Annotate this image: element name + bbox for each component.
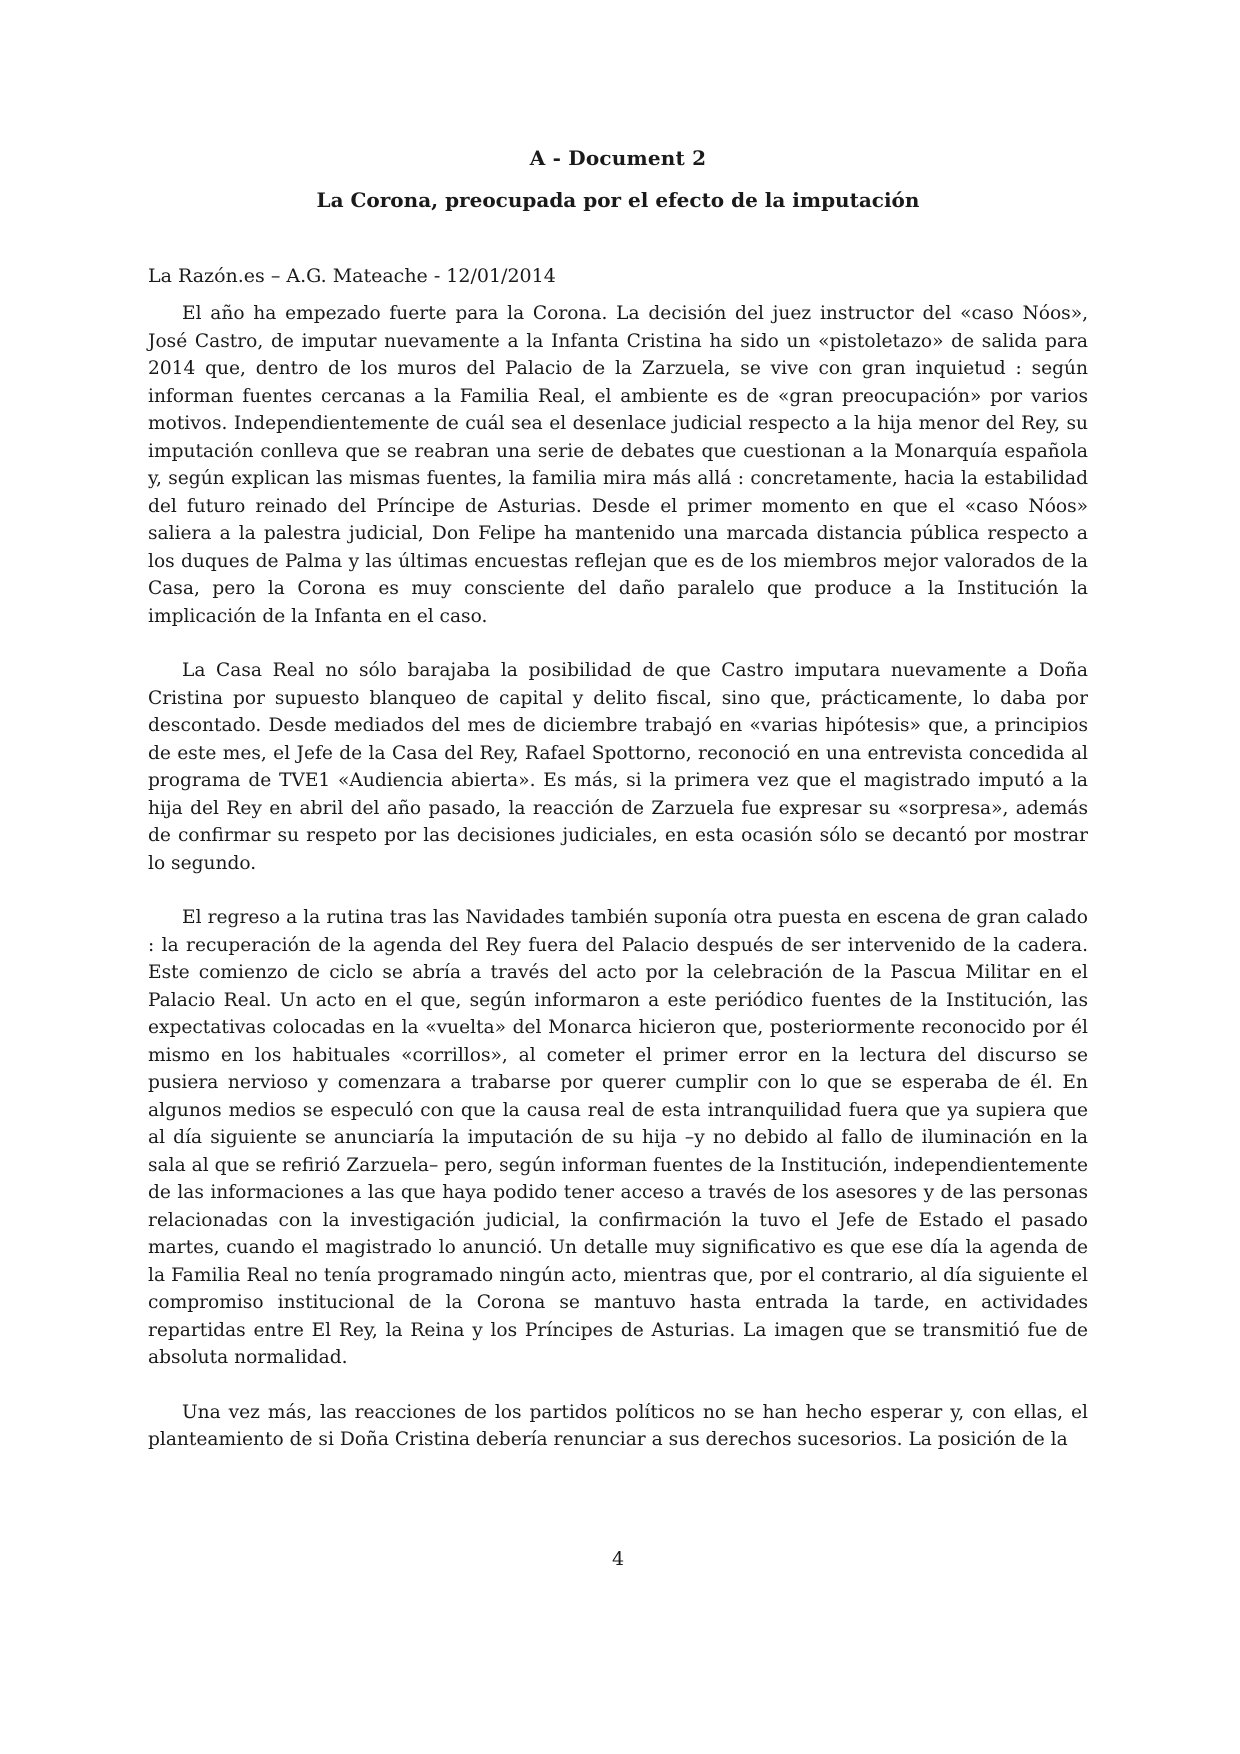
page-number: 4 bbox=[611, 1548, 625, 1570]
paragraph-1: El año ha empezado fuerte para la Corona. La decisión del juez instructor del «caso Nóos», José Castro, de imputar nuevamente a la Infanta Cristina ha sido un «pistoletazo» de salida para 2014 que, dentro de los muros del Palacio de la Zarzuela, se vive con gran inquietud : según informan fuentes cercanas a la Familia Real, el ambiente es de «gran preocupación» por varios motivos. Independientemente de cuál sea el desenlace judicial respecto a la hija menor del Rey, su imputación conlleva que se reabran una serie de debates que cuestionan a la Monarquía española y, según explican las mismas fuentes, la familia mira más allá : concretamente, hacia la estabilidad del futuro reinado del Príncipe de Asturias. Desde el primer momento en que el «caso Nóos» saliera a la palestra judicial, Don Felipe ha mantenido una marcada distancia pública respecto a los duques de Palma y las últimas encuestas reflejan que es de los miembros mejor valorados de la Casa, pero la Corona es muy consciente del daño paralelo que produce a la Institución la implicación de la Infanta en el caso. bbox=[148, 303, 1088, 627]
paragraph-4: Una vez más, las reacciones de los partidos políticos no se han hecho esperar y, con ellas, el planteamiento de si Doña Cristina debería renunciar a sus derechos sucesorios. La posición de la bbox=[148, 1401, 1088, 1450]
document-page bbox=[148, 0, 1088, 1754]
byline: La Razón.es – A.G. Mateache - 12/01/2014 bbox=[148, 265, 556, 287]
document-label: A - Document 2 bbox=[529, 146, 707, 170]
paragraph-3: El regreso a la rutina tras las Navidades también suponía otra puesta en escena de gran calado : la recuperación de la agenda del Rey fuera del Palacio después de ser intervenido de la cadera. Este comienzo de ciclo se abría a través del acto por la celebración de la Pascua Militar en el Palacio Real. Un acto en el que, según informaron a este periódico fuentes de la Institución, las expectativas colocadas en la «vuelta» del Monarca hicieron que, posteriormente reconocido por él mismo en los habituales «corrillos», al cometer el primer error en la lectura del discurso se pusiera nervioso y comenzara a trabarse por querer cumplir con lo que se esperaba de él. En algunos medios se especuló con que la causa real de esta intranquilidad fuera que ya supiera que al día siguiente se anunciaría la imputación de su hija –y no debido al fallo de iluminación en la sala al que se refirió Zarzuela– pero, según informan fuentes de la Institución, independientemente de las informaciones a las que haya podido tener acceso a través de los asesores y de las personas relacionadas con la investigación judicial, la confirmación la tuvo el Jefe de Estado el pasado martes, cuando el magistrado lo anunció. Un detalle muy significativo es que ese día la agenda de la Familia Real no tenía programado ningún acto, mientras que, por el contrario, al día siguiente el compromiso institucional de la Corona se mantuvo hasta entrada la tarde, en actividades repartidas entre El Rey, la Reina y los Príncipes de Asturias. La imagen que se transmitió fue de absoluta normalidad. bbox=[148, 907, 1088, 1368]
article-body bbox=[148, 300, 1088, 1481]
document-title: La Corona, preocupada por el efecto de la imputación bbox=[316, 188, 920, 212]
paragraph-2: La Casa Real no sólo barajaba la posibilidad de que Castro imputara nuevamente a Doña Cristina por supuesto blanqueo de capital y delito fiscal, sino que, prácticamente, lo daba por descontado. Desde mediados del mes de diciembre trabajó en «varias hipótesis» que, a principios de este mes, el Jefe de la Casa del Rey, Rafael Spottorno, reconoció en una entrevista concedida al programa de TVE1 «Audiencia abierta». Es más, si la primera vez que el magistrado imputó a la hija del Rey en abril del año pasado, la reacción de Zarzuela fue expresar su «sorpresa», además de confirmar su respeto por las decisiones judiciales, en esta ocasión sólo se decantó por mostrar lo segundo. bbox=[148, 660, 1088, 874]
